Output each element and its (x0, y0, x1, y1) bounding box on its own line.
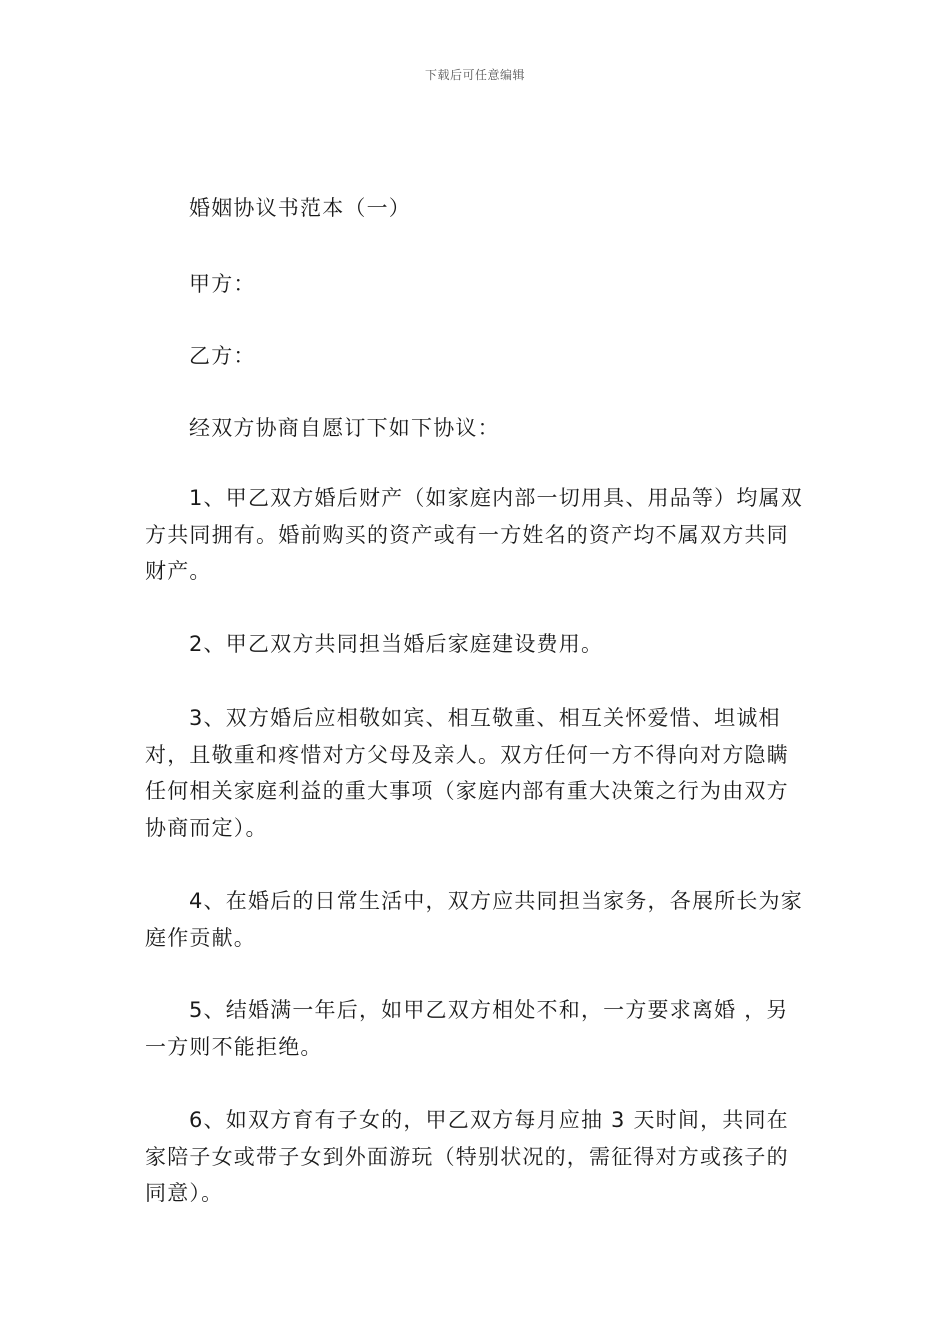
clause-4: 4、在婚后的日常生活中，双方应共同担当家务，各展所长为家庭作贡献。 (145, 889, 803, 950)
header-note: 下载后可任意编辑 (424, 68, 525, 82)
agreement-intro: 经双方协商自愿订下如下协议： (189, 416, 500, 440)
party-b-label: 乙方： (189, 344, 256, 368)
clause-5: 5、结婚满一年后，如甲乙双方相处不和，一方要求离婚 ，另一方则不能拒绝。 (145, 998, 789, 1059)
clause-6: 6、如双方育有子女的，甲乙双方每月应抽 3 天时间，共同在家陪子女或带子女到外面游玩（特别状况的，需征得对方或孩子的同意）。 (145, 1108, 789, 1205)
clause-1: 1、甲乙双方婚后财产（如家庭内部一切用具、用品等）均属双方共同拥有。婚前购买的资产或有一方姓名的资产均不属双方共同财产。 (145, 486, 803, 583)
clause-3: 3、双方婚后应相敬如宾、相互敬重、相互关怀爱惜、坦诚相对，且敬重和疼惜对方父母及亲人。双方任何一方不得向对方隐瞒任何相关家庭利益的重大事项（家庭内部有重大决策之行为由双方协商而定）。 (145, 706, 789, 840)
document-title: 婚姻协议书范本（一） (189, 196, 411, 220)
clause-2: 2、甲乙双方共同担当婚后家庭建设费用。 (189, 632, 604, 656)
party-a-label: 甲方： (189, 272, 256, 296)
